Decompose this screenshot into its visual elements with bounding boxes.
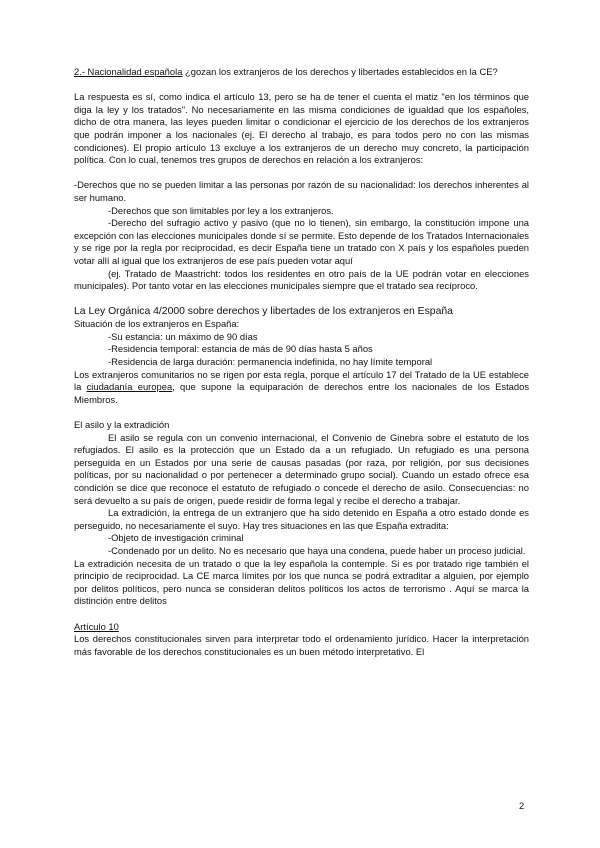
section-heading-articulo-10: Artículo 10: [74, 620, 119, 632]
heading-question: ¿gozan los extranjeros de los derechos y libertades establecidos en la CE?: [182, 66, 498, 77]
list-item-sufragio: [74, 217, 529, 267]
list-item-text: -Derecho del sufragio activo y pasivo (que no lo tienen), sin embargo, la constitución impone una excepción con las elecciones municipales donde sí se permite. Esto depende de los Tratados Internacionales y se rige por la regla por reciprocidad, es decir España tiene un tratado con X país y los españoles pueden votar allí al igual que los extranjeros de ese país pueden votar aquí: [74, 217, 529, 266]
list-item: -Objeto de investigación criminal: [108, 532, 244, 544]
heading-underlined: 2.- Nacionalidad española: [74, 66, 183, 77]
section-heading-ley-organica: La Ley Orgánica 4/2000 sobre derechos y libertades de los extranjeros en España: [74, 306, 453, 318]
list-item: -Su estancia: un máximo de 90 días: [108, 330, 258, 342]
paragraph-text: , que supone la equiparación de derechos entre los nacionales de los Estados Miembros.: [74, 381, 530, 405]
paragraph: La extradición necesita de un tratado o que la ley española la contemple. Si es por tratado rige también el principio de reciprocidad. La CE marca límites por los que nunca se podrá extraditar a alguien, por ejemplo por delitos políticos, pero nunca se consideran delitos políticos los actos de terrorismo . Aquí se marca la distinción entre delitos: [74, 557, 529, 607]
list-item-continuation: (ej. Tratado de Maastricht: todos los residentes en otro país de la UE podrán votar en elecciones municipales). Por tanto votar en las elecciones municipales siempre que el tratado sea recíproco.: [74, 267, 529, 292]
paragraph: Los derechos constitucionales sirven para interpretar todo el ordenamiento jurídico. Hacer la interpretación más favorable de los derechos constitucionales es un buen método interpretativo. El: [74, 633, 529, 657]
section-heading-nacionalidad: [74, 66, 529, 79]
list-item: -Condenado por un delito. No es necesario que haya una condena, puede haber un proceso judicial.: [108, 544, 526, 556]
paragraph: El asilo se regula con un convenio internacional, el Convenio de Ginebra sobre el estatuto de los refugiados. El asilo es la protección que un Estado da a un refugiado. Un refugiado es una persona perseguida en un Estados por una serie de causas pasadas (por raza, por religión, por sus decisiones políticas, por su nacionalidad o por pertenecer a determinado grupo social). Cuando un estado ofrece esa condición se dice que reconoce el estatuto de refugiado o concede el derecho de asilo. Consecuencias: no será devuelto a su país de origen, puede residir de forma legal y recibe el derecho a trabajar.: [74, 431, 529, 506]
paragraph: La extradición, la entrega de un extranjero que ha sido detenido en España a otro estado donde es perseguido, no necesariamente el suyo. Hay tres situaciones en las que España extradita:: [74, 507, 529, 531]
paragraph: La respuesta es sí, como indica el artículo 13, pero se ha de tener el cuenta el matiz "en los términos que diga la ley y los tratados". No necesariamente en las misma condiciones de igualdad que los españoles, dicho de otra manera, las leyes pueden limitar o condicionar el ejercicio de los derechos de los extranjeros que podrán imponer a los nacionales (ej. El derecho al trabajo, es para todos pero no con las mismas condiciones). El propio artículo 13 excluye a los extranjeros de un derecho muy concreto, la participación política. Con lo cual, tenemos tres grupos de derechos en relación a los extranjeros:: [74, 91, 529, 166]
section-heading-asilo: El asilo y la extradición: [74, 419, 170, 431]
paragraph: [74, 369, 529, 407]
list-item: -Derechos que son limitables por ley a los extranjeros.: [108, 204, 334, 216]
list-item: -Residencia de larga duración: permanencia indefinida, no hay límite temporal: [108, 356, 433, 368]
page-number: 2: [519, 800, 525, 811]
underlined-term: ciudadanía europea: [86, 381, 173, 393]
document-page: [74, 66, 529, 658]
list-item: -Residencia temporal: estancia de más de 90 días hasta 5 años: [108, 343, 373, 355]
subheading: Situación de los extranjeros en España:: [74, 318, 240, 330]
list-item: -Derechos que no se pueden limitar a las personas por razón de su nacionalidad: los derechos inherentes al ser humano.: [74, 179, 529, 203]
paragraph-text: Los extranjeros comunitarios no se rigen por esta regla, porque el artículo 17 del Tratado de la UE establece la: [74, 368, 529, 393]
